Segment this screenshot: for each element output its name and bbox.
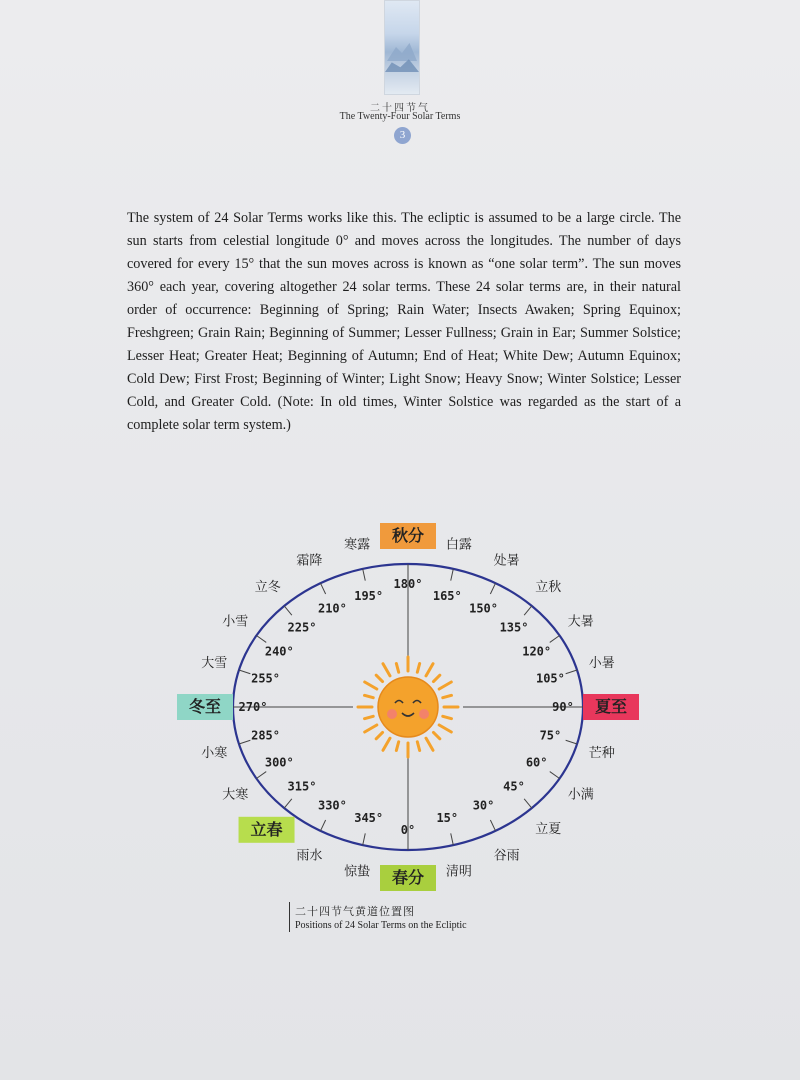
- degree-label-330: 330°: [317, 798, 347, 813]
- degree-label-285: 285°: [251, 728, 281, 743]
- degree-label-225: 225°: [287, 620, 317, 635]
- header-title-en: The Twenty-Four Solar Terms: [339, 111, 461, 122]
- term-name-30: 谷雨: [493, 848, 520, 864]
- degree-label-105: 105°: [535, 671, 565, 686]
- degree-label-150: 150°: [469, 601, 499, 616]
- degree-label-15: 15°: [436, 810, 459, 825]
- landscape-ribbon-illustration: [384, 0, 420, 95]
- degree-label-300: 300°: [264, 755, 294, 770]
- degree-label-90: 90°: [552, 700, 574, 714]
- degree-label-30: 30°: [472, 798, 495, 813]
- term-name-165: 白露: [445, 537, 472, 553]
- caption-cn: 二十四节气黄道位置图: [295, 905, 415, 918]
- page-number-badge: 3: [394, 127, 411, 144]
- degree-label-120: 120°: [522, 644, 552, 659]
- caption-rule: [289, 902, 290, 932]
- term-name-15: 清明: [445, 864, 472, 880]
- term-name-105: 小暑: [588, 655, 615, 671]
- term-name-45: 立夏: [535, 822, 562, 838]
- term-name-0: 春分: [391, 868, 425, 887]
- term-name-300: 大寒: [222, 787, 249, 803]
- term-name-75: 芒种: [588, 746, 615, 762]
- degree-label-180: 180°: [393, 577, 423, 591]
- degree-label-60: 60°: [525, 755, 548, 770]
- term-name-315: 立春: [250, 819, 283, 839]
- term-name-255: 大雪: [201, 655, 228, 671]
- term-name-240: 小雪: [222, 614, 249, 630]
- term-name-180: 秋分: [391, 526, 425, 545]
- degree-label-255: 255°: [251, 671, 281, 686]
- degree-label-315: 315°: [287, 779, 317, 794]
- term-name-150: 处暑: [493, 553, 520, 569]
- body-paragraph: The system of 24 Solar Terms works like this. The ecliptic is assumed to be a large circle. The sun starts from celestial longitude 0° and moves across the longitudes. The number of days covered for every 15° that the sun moves across is known as “one solar term”. The sun moves 360° each year, covering altogether 24 solar terms. These 24 solar terms are, in their natural order of occurrence: Beginning of Spring; Rain Water; Insects Awaken; Spring Equinox; Freshgreen; Grain Rain; Beginning of Summer; Lesser Fullness; Grain in Ear; Summer Solstice; Lesser Heat; Greater Heat; Beginning of Autumn; End of Heat; White Dew; Autumn Equinox; Cold Dew; First Frost; Beginning of Winter; Light Snow; Heavy Snow; Winter Solstice; Lesser Cold, and Greater Cold. (Note: In old times, Winter Solstice was regarded as the start of a complete solar term system.): [127, 210, 681, 433]
- degree-label-240: 240°: [264, 644, 294, 659]
- term-name-225: 立冬: [254, 579, 281, 595]
- sun-icon: [358, 657, 458, 757]
- term-name-60: 小满: [567, 787, 594, 803]
- term-name-90: 夏至: [594, 697, 628, 716]
- degree-label-45: 45°: [503, 779, 525, 794]
- term-name-330: 雨水: [296, 848, 323, 864]
- ecliptic-diagram: [0, 526, 800, 887]
- term-name-270: 冬至: [188, 697, 222, 716]
- degree-label-135: 135°: [499, 620, 529, 635]
- term-name-120: 大暑: [567, 614, 594, 630]
- degree-label-165: 165°: [432, 589, 462, 604]
- degree-label-195: 195°: [354, 589, 384, 604]
- degree-label-345: 345°: [354, 810, 384, 825]
- term-name-210: 霜降: [296, 553, 323, 569]
- term-name-345: 惊蛰: [344, 864, 371, 880]
- degree-label-270: 270°: [238, 700, 268, 714]
- term-name-285: 小寒: [201, 746, 228, 762]
- term-name-135: 立秋: [535, 579, 562, 595]
- degree-label-0: 0°: [400, 823, 416, 837]
- caption-en: Positions of 24 Solar Terms on the Ecliptic: [295, 920, 467, 931]
- term-name-195: 寒露: [344, 537, 371, 553]
- degree-label-210: 210°: [317, 601, 347, 616]
- degree-label-75: 75°: [539, 728, 562, 743]
- header-title-cn: 二十四节气: [370, 103, 430, 114]
